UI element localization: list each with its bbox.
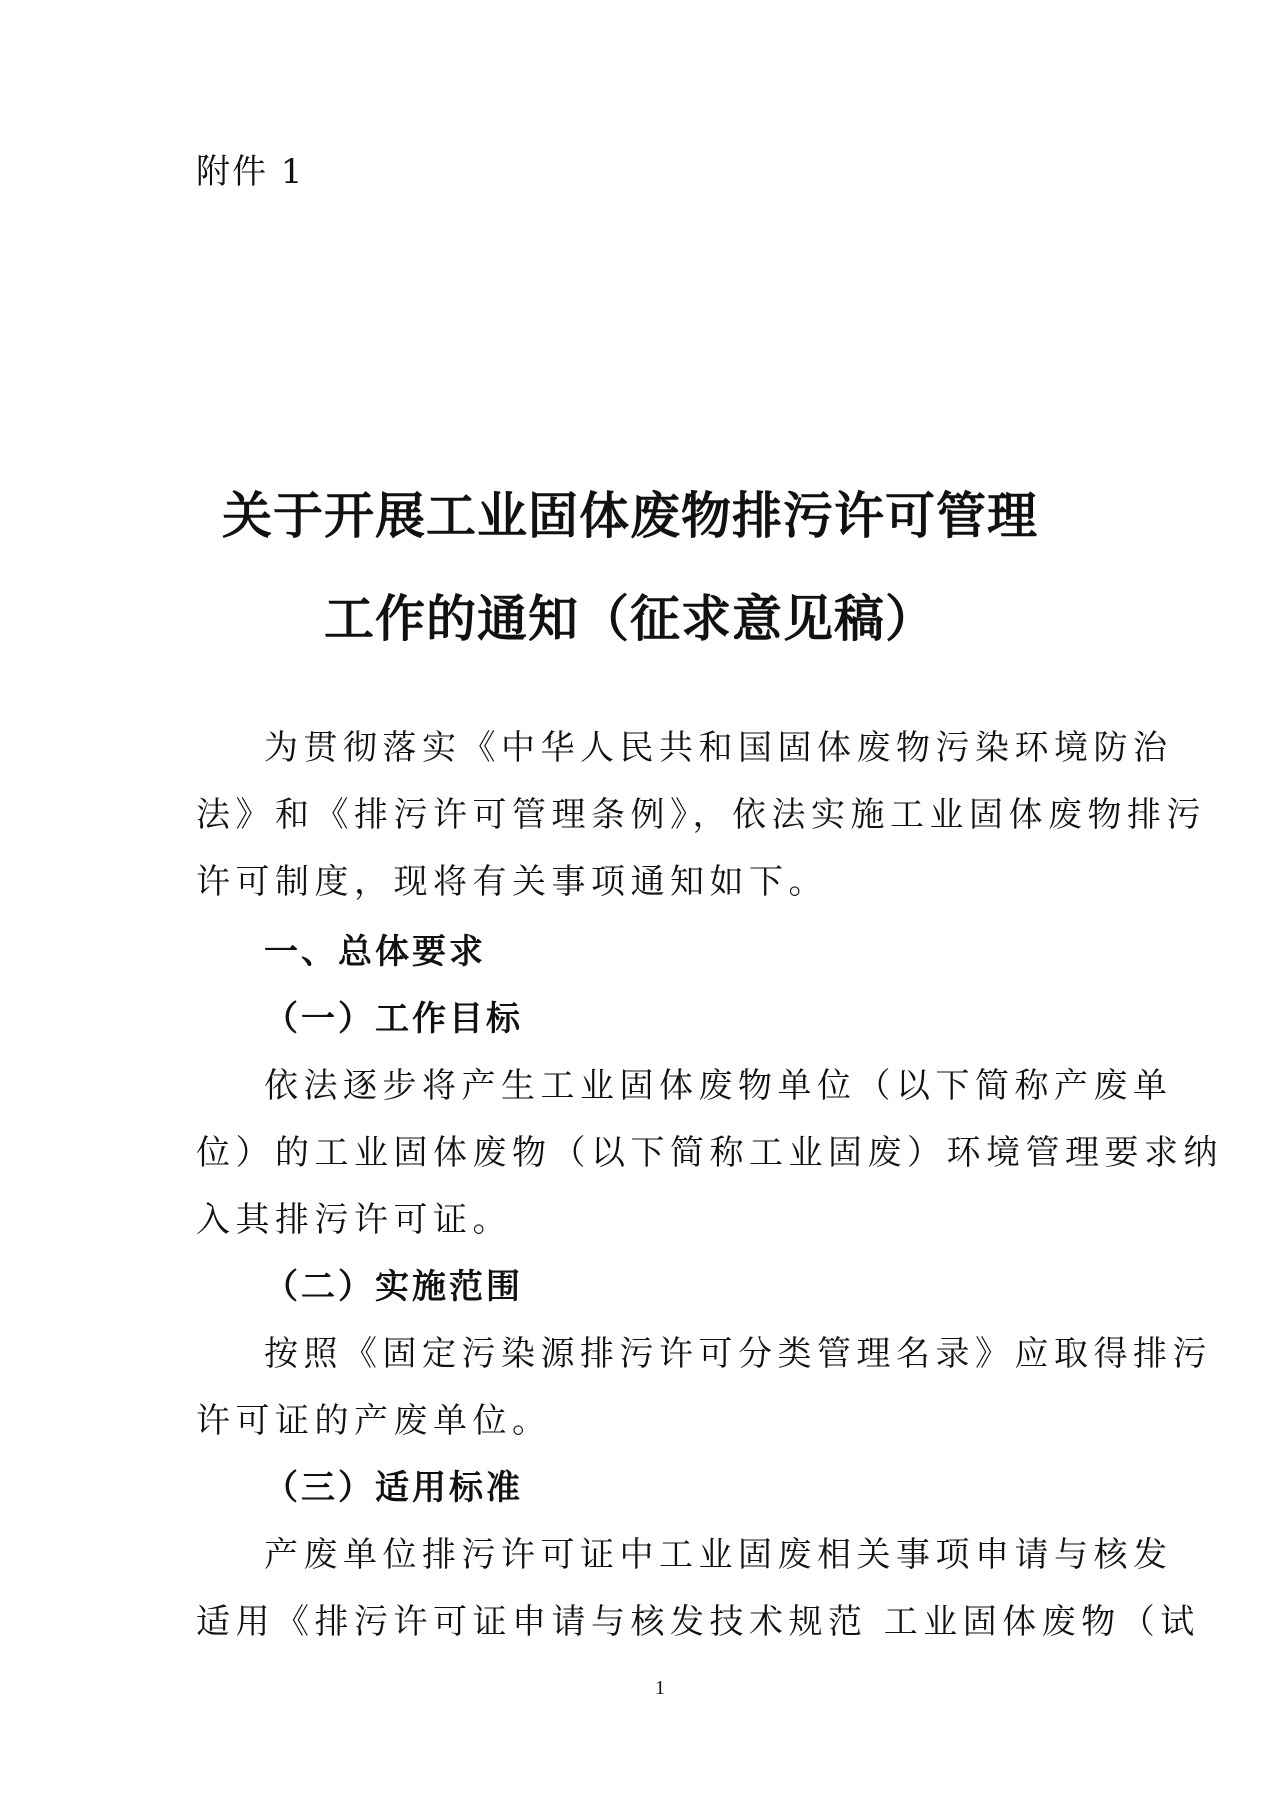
paragraph-line: 依法逐步将产生工业固体废物单位（以下简称产废单 bbox=[264, 1066, 1173, 1106]
intro-paragraph bbox=[196, 715, 1206, 916]
paragraph-line: 许可制度，现将有关事项通知如下。 bbox=[196, 862, 828, 902]
page-number: 1 bbox=[655, 1677, 665, 1699]
paragraph-line: 按照《固定污染源排污许可分类管理名录》应取得排污 bbox=[264, 1334, 1212, 1374]
document-title-line-1: 关于开展工业固体废物排污许可管理 bbox=[222, 487, 1038, 545]
work-objective-paragraph bbox=[196, 1053, 1223, 1254]
subsection-heading-applicable-standards: （三）适用标准 bbox=[264, 1468, 523, 1508]
subsection-heading-scope: （二）实施范围 bbox=[264, 1267, 523, 1307]
paragraph-line: 产废单位排污许可证中工业固废相关事项申请与核发 bbox=[264, 1535, 1173, 1575]
document-title-line-2: 工作的通知（征求意见稿） bbox=[324, 590, 936, 648]
paragraph-line: 适用《排污许可证申请与核发技术规范 工业固体废物（试 bbox=[196, 1602, 1200, 1642]
attachment-label: 附件 1 bbox=[196, 152, 305, 192]
paragraph-line: 为贯彻落实《中华人民共和国固体废物污染环境防治 bbox=[264, 728, 1173, 768]
applicable-standards-paragraph bbox=[196, 1522, 1200, 1656]
paragraph-line: 许可证的产废单位。 bbox=[196, 1401, 552, 1441]
paragraph-line: 入其排污许可证。 bbox=[196, 1200, 512, 1240]
scope-paragraph bbox=[196, 1321, 1212, 1455]
paragraph-line: 位）的工业固体废物（以下简称工业固废）环境管理要求纳 bbox=[196, 1133, 1223, 1173]
paragraph-line: 法》和《排污许可管理条例》，依法实施工业固体废物排污 bbox=[196, 795, 1206, 835]
section-heading-general-requirements: 一、总体要求 bbox=[264, 932, 486, 972]
subsection-heading-work-objective: （一）工作目标 bbox=[264, 999, 523, 1039]
